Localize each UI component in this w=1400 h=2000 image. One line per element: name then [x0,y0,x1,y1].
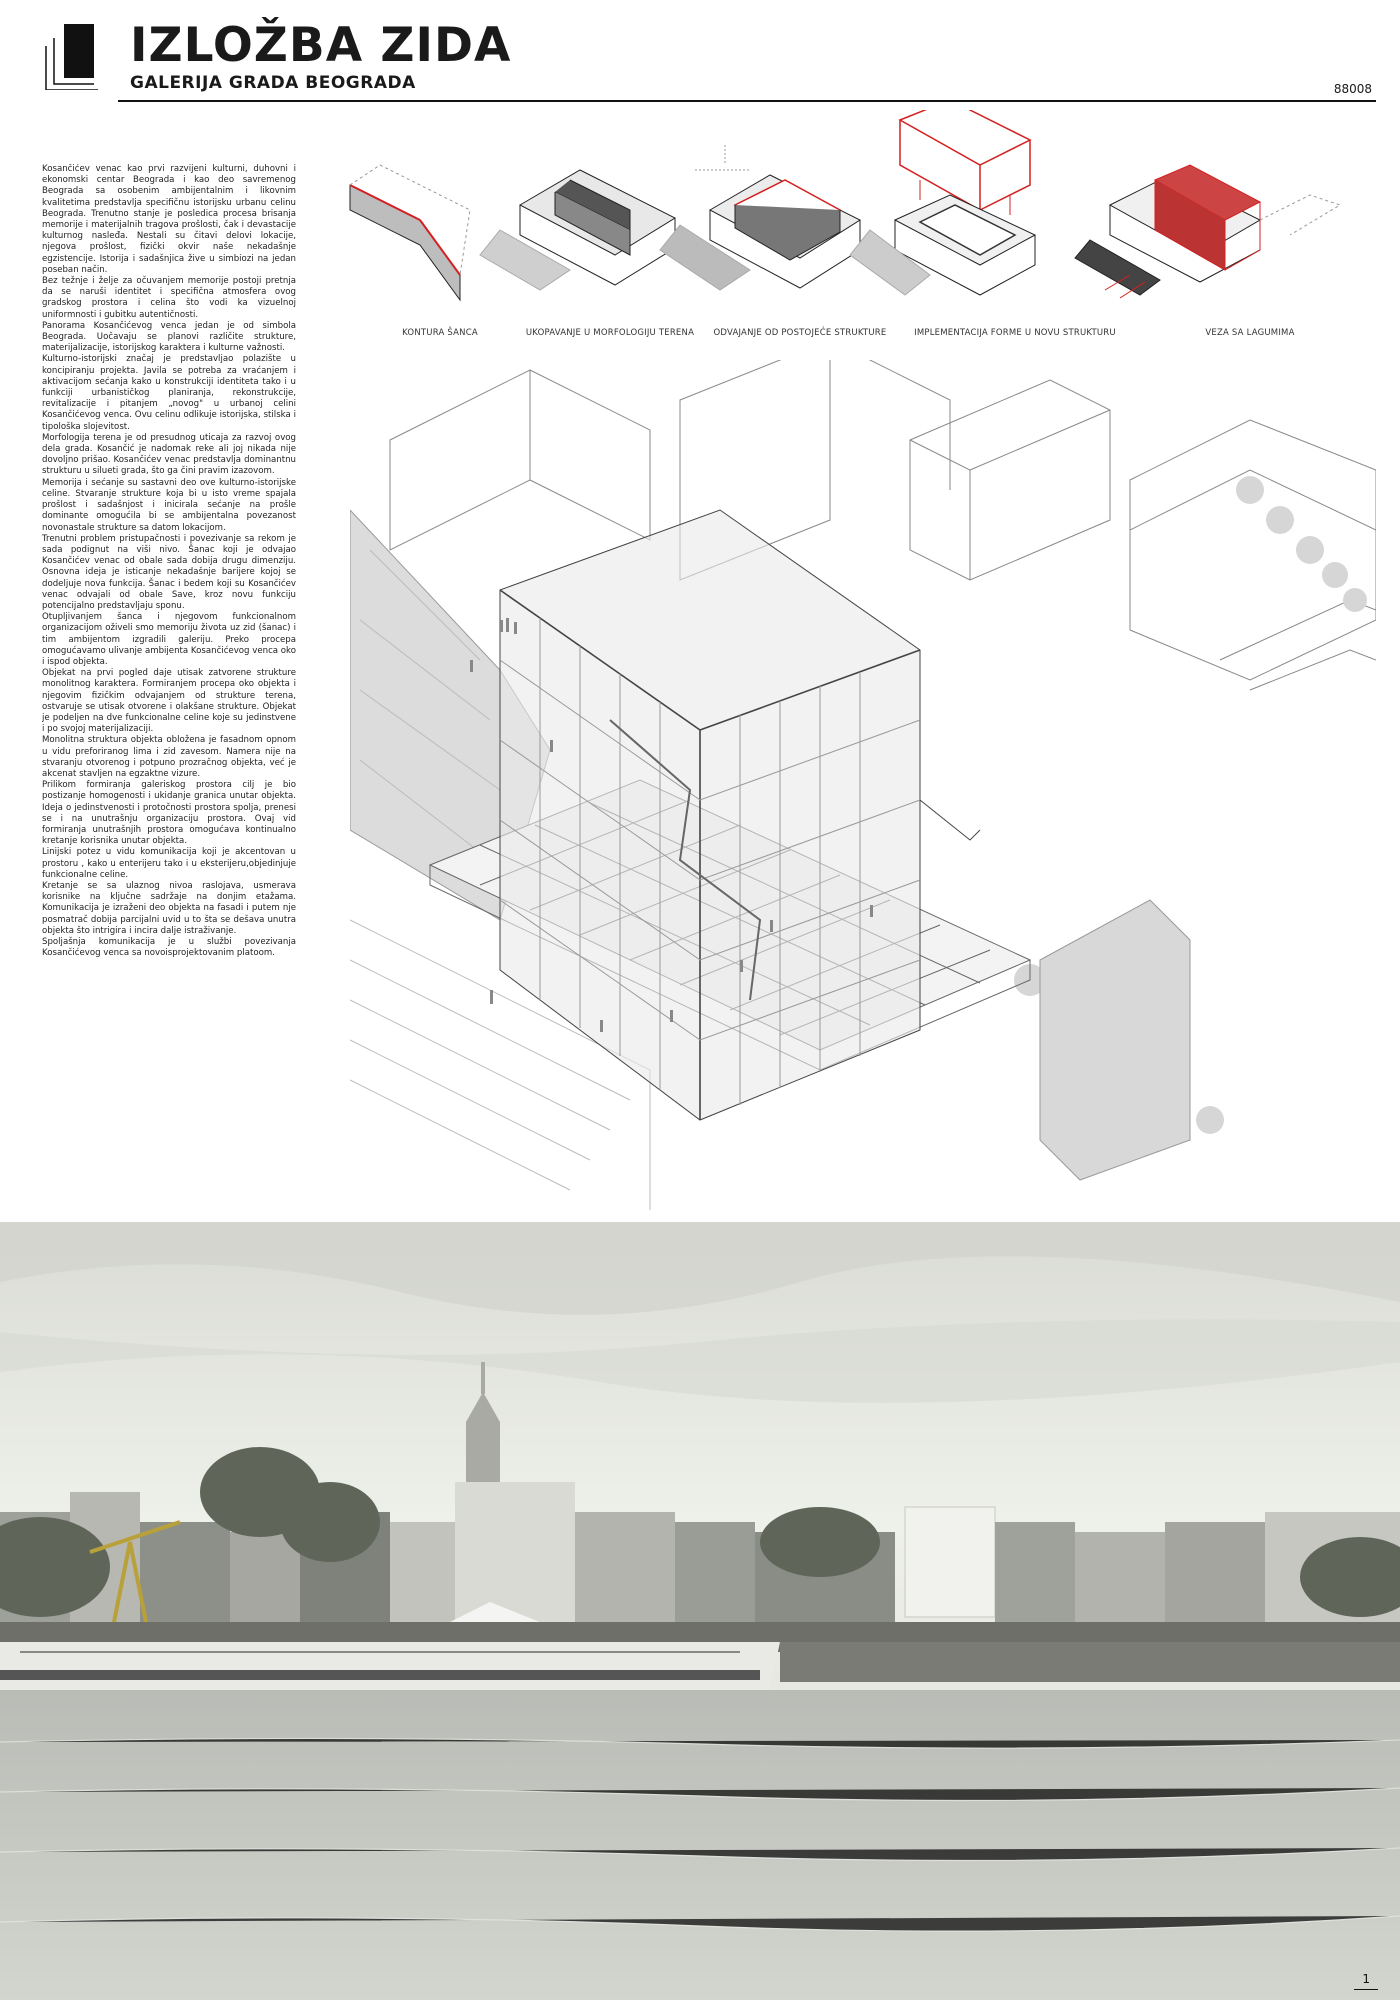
panorama-photo [0,1222,1400,2000]
diagram-label: VEZA SA LAGUMIMA [1205,328,1295,338]
paragraph: Morfologija terena je od presudnog uticaja za razvoj ovog dela grada. Kosančić je nadomak reke ali joj nikada nije dovoljno prišao. Kosančićev venac predstavlja dominantnu strukturu u silueti grada, što ga čini pravim izazovom. [42,432,296,477]
page-subtitle: GALERIJA GRADA BEOGRADA [130,73,416,93]
page-number-rule [1354,1989,1378,1990]
paragraph: Memorija i sećanje su sastavni deo ove kulturno-istorijske celine. Stvaranje strukture koja bi u isto vreme spajala prošlost i sadašnjost i inicirala sećanje na prošle dominante omogućila bi se ambijentalna povezanost novonastale strukture sa datom lokacijom. [42,477,296,533]
concept-diagrams [330,110,1376,340]
paragraph: Linijski potez u vidu komunikacija koji je akcentovan u prostoru , kako u enterijeru tako i u eksterijeru,objedinjuje funkcionalne celine. [42,847,296,880]
paragraph: Trenutni problem pristupačnosti i povezivanje sa rekom je sada podignut na viši nivo. Šanac koji je odvajao Kosančićev venac od obale sada dobija drugu dimenziju. Osnovna ideja je isticanje nekadašnje barijere kojoj se dodeljuje nova funkcija. Šanac i bedem koji su Kosančićev venac odvajali od obale Save, kroz novu funkciju potencijalno predstavljaju sponu. [42,533,296,611]
paragraph: Kosančićev venac kao prvi razvijeni kulturni, duhovni i ekonomski centar Beograda i kao deo savremenog Beograda sa osobenim ambijentalnim i likovnim kvalitetima predstavlja specifičnu istorijsku urbanu celinu Beograda. Trenutno stanje je posledica procesa brisanja memorije i materijalnih tragova prošlosti, čak i devastacije kulturnog nasleđa. Nestali su čitavi delovi lokacije, njegova prošlost, fizički okvir naše nekadašnje egzistencije. Istorija i sadašnjica žive u simbiozi na jedan poseban način. [42,164,296,275]
diagram-separation [660,145,860,290]
axonometric-drawing [350,360,1376,1210]
paragraph: Otupljivanjem šanca i njegovom funkcionalnom organizacijom oživeli smo memoriju života uz zid (šanac) i tim ambijentom izgradili galeriju. Preko procepa omogućavamo ulivanje ambijenta Kosančićevog venca oko i ispod objekta. [42,612,296,667]
diagram-contour [350,165,470,300]
gallery-building [500,510,980,1120]
diagram-tunnel-link [1075,165,1340,298]
diagram-label: UKOPAVANJE U MORFOLOGIJU TERENA [525,328,695,338]
paragraph: Monolitna struktura objekta obložena je fasadnom opnom u vidu preforiranog lima i zid zavesom. Namera nije na stvaranju otvorenog i potpuno prozračnog objekta, već je akcenat stavljen na egzaktne vizure. [42,735,296,779]
paragraph: Kretanje se sa ulaznog nivoa raslojava, usmerava korisnike na ključne sadržaje na donjim etažama. Komunikacija je izraženi deo objekta na fasadi i putem nje posmatrač dobija parcijalni uvid u to šta se dešava unutra objekta što intrigira i incira dalje istraživanje. [42,881,296,936]
paragraph: Panorama Kosančićevog venca jedan je od simbola Beograda. Uočavaju se planovi različite strukture, materijalizacije, istorijskog karaktera i kulturne važnosti. [42,320,296,354]
diagram-label: ODVAJANJE OD POSTOJEĆE STRUKTURE [713,328,887,338]
paragraph: Kulturno-istorijski značaj je predstavljao polazište u koncipiranju projekta. Javila se potreba za vraćanjem i aktivacijom sećanja kako u konstrukciji identiteta tako i u funkciji urbanističkog planiranja, rekonstrukcije, revitalizacije i pitanjem „novog" u urbanoj celini Kosančićevog venca. Ovu celinu odlikuje istorijska, stilska i tipološka slojevitost. [42,354,296,432]
paragraph: Objekat na prvi pogled daje utisak zatvorene strukture monolitnog karaktera. Formiranjem procepa oko objekta i njegovim fizičkim odvajanjem od strukture terena, ostvaruje se utisak otvorene i olakšane strukture. Objekat je podeljen na dve funkcionalne celine koje su jedinstvene i po svojoj materijalizaciji. [42,668,296,735]
project-code: 88008 [1333,82,1372,96]
quay [780,1642,1400,1682]
page-title: IZLOŽBA ZIDA [130,18,512,73]
header-rule [118,100,1376,102]
paragraph: Bez težnje i želje za očuvanjem memorije postoji pretnja da se naruši identitet i specifična atmosfera ovog gradskog prostora i celina što vodi ka vizuelnoj uniformnosti i gubitku autentičnosti. [42,276,296,320]
page-number: 1 [1362,1972,1370,1986]
paragraph: Prilikom formiranja galeriskog prostora cilj je bio postizanje homogenosti i ukidanje granica unutar objekta. Ideja o jedinstvenosti i protočnosti prostora spolja, prenesi se i na unutrašnju organizaciju prostora. Ovaj vid formiranja unutrašnjih prostora omogućava kontinualno kretanje korisnika unutar objekta. [42,780,296,847]
river-water [0,1690,1400,2000]
diagram-label: KONTURA ŠANCA [402,328,478,338]
diagram-implementation [850,110,1035,295]
diagram-embedding [480,170,675,290]
description-text [42,164,296,1194]
diagram-label: IMPLEMENTACIJA FORME U NOVU STRUKTURU [914,328,1116,338]
project-logo [44,24,98,90]
paragraph: Spoljašnja komunikacija je u službi povezivanja Kosančićevog venca sa novoisprojektovanim platoom. [42,937,296,959]
